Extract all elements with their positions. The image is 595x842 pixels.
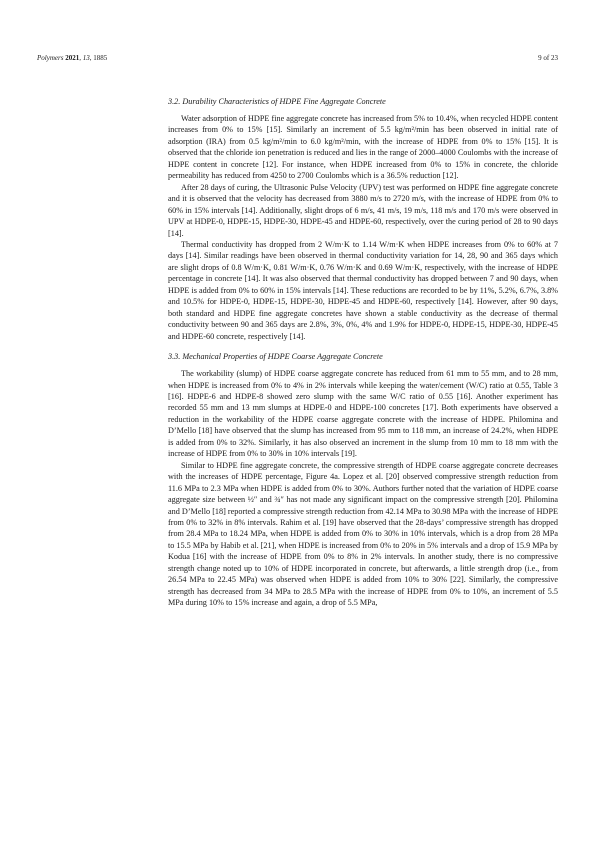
journal-year: 2021 xyxy=(65,54,80,62)
page-header xyxy=(37,52,558,64)
section-gap xyxy=(168,342,558,351)
journal-name: Polymers xyxy=(37,54,64,62)
paragraph: The workability (slump) of HDPE coarse aggregate concrete has reduced from 61 mm to 55 mm, and to 28 mm, when HDPE is increased from 0% to 4% in 2% intervals while keeping the water/cement (W/C) ratio at 0.55, Table 3 [16]. HDPE-6 and HDPE-8 showed zero slump with the same W/C ratio of 0.55 [16]. Another experiment has recorded 55 mm and 13 mm slumps at HDPE-0 and HDPE-100 concretes [17]. Both experiments have observed a reduction in the workability of the HDPE coarse aggregate concrete with the increase of HDPE. Philomina and D’Mello [18] have observed that the slump has increased from 95 mm to 118 mm, an increase of 24.2%, when HDPE is added from 0% to 32%. Similarly, it has also observed an increment in the slump from 10 mm to 18 mm with the increase of HDPE from 0% to 30% in 10% intervals [19]. xyxy=(168,369,558,459)
article-number: 1885 xyxy=(93,54,108,62)
section-heading: 3.2. Durability Characteristics of HDPE Fine Aggregate Concrete xyxy=(168,97,386,106)
paragraph: Thermal conductivity has dropped from 2 W/m·K to 1.14 W/m·K when HDPE increases from 0% to 60% at 7 days [14]. Similar readings have been observed in thermal conductivity variation for 14, 28, 90 and 365 days which are slight drops of 0.8 W/m·K, 0.81 W/m·K, 0.76 W/m·K and 0.69 W/m·K, respectively, with the increase of HDPE percentage in concrete [14]. It was also observed that thermal conductivity has dropped between 7 and 90 days, when HDPE is added from 0% to 60% in 15% intervals [14]. These reductions are recorded to be by 11%, 5.2%, 6.7%, 3.8% and 10.5% for HDPE-0, HDPE-15, HDPE-30, HDPE-45 and HDPE-60, respectively [14]. However, after 90 days, both standard and HDPE fine aggregate concretes have shown a stable conductivity as the decrease of thermal conductivity between 90 and 365 days are 2.8%, 3%, 0%, 4% and 1.9% for HDPE-0, HDPE-15, HDPE-30, HDPE-45 and HDPE-60 concrete, respectively [14]. xyxy=(168,239,558,341)
section-heading: 3.3. Mechanical Properties of HDPE Coarse Aggregate Concrete xyxy=(168,352,383,362)
paragraph: After 28 days of curing, the Ultrasonic Pulse Velocity (UPV) test was performed on HDPE fine aggregate concrete and it is observed that the velocity has decreased from 3880 m/s to 2720 m/s, with the increase of HDPE from 0% to 60% in 15% intervals [14]. Additionally, slight drops of 6 m/s, 41 m/s, 19 m/s, 118 m/s and 170 m/s were observed in UPV at HDPE-0, HDPE-15, HDPE-30, HDPE-45 and HDPE-60, respectively, over the curing period of 28 to 90 days [14]. xyxy=(168,182,558,238)
page-number: 9 of 23 xyxy=(538,54,558,62)
main-content xyxy=(168,96,558,609)
journal-citation: Polymers 2021, 13, 1885 xyxy=(37,54,108,62)
journal-volume: 13 xyxy=(82,54,90,62)
paragraph: Similar to HDPE fine aggregate concrete, the compressive strength of HDPE coarse aggregate concrete decreases with the increases of HDPE percentage, Figure 4a. Lopez et al. [20] observed compressive strength reduction from 11.6 MPa to 2.3 MPa when HDPE is added from 0% to 30%. Authors further noted that the variation of HDPE coarse aggregate size between ½″ and ¾″ has not made any significant impact on the compressive strength [20]. Philomina and D’Mello [18] reported a compressive strength reduction from 42.14 MPa to 30.98 MPa with the increase of HDPE from 0% to 32% in 8% intervals. Rahim et al. [19] have observed that the 28-days’ compressive strength has dropped from 28.4 MPa to 18.24 MPa, when HDPE is added from 0% to 30% in 10% intervals, which is a drop from 28 MPa to 15.5 MPa by Habib et al. [21], when HDPE is increased from 0% to 20% in 5% intervals and a drop of 15.9 MPa by Kodua [16] with the increase of HDPE from 0% to 8% in 2% intervals. In another study, there is no compressive strength change noted up to 10% of HDPE incorporated in concrete, but afterwards, a little strength drop (i.e., from 26.54 MPa to 22.45 MPa) was observed when HDPE is added from 10% to 30% [22]. Similarly, the compressive strength has decreased from 34 MPa to 28.5 MPa with the increase of HDPE from 0% to 10%, an increment of 5.5 MPa during 10% to 15% increase and again, a drop of 5.5 MPa, xyxy=(168,460,558,608)
paragraph: Water adsorption of HDPE fine aggregate concrete has increased from 5% to 10.4%, when recycled HDPE content increases from 0% to 15% [15]. Similarly an increment of 5.5 kg/m²/min has been observed in initial rate of adsorption (IRA) from 0.5 kg/m²/min to 6.0 kg/m²/min, with the increase of HDPE from 0% to 15% [15]. It is observed that the chloride ion penetration is reduced and lies in the range of 2000–4000 Coulombs with the increase of HDPE content in concrete [12]. For instance, when HDPE increased from 0% to 15% in concrete, the chloride permeability has reduced from 4250 to 2700 Coulombs which is a 36.5% reduction [12]. xyxy=(168,114,558,181)
